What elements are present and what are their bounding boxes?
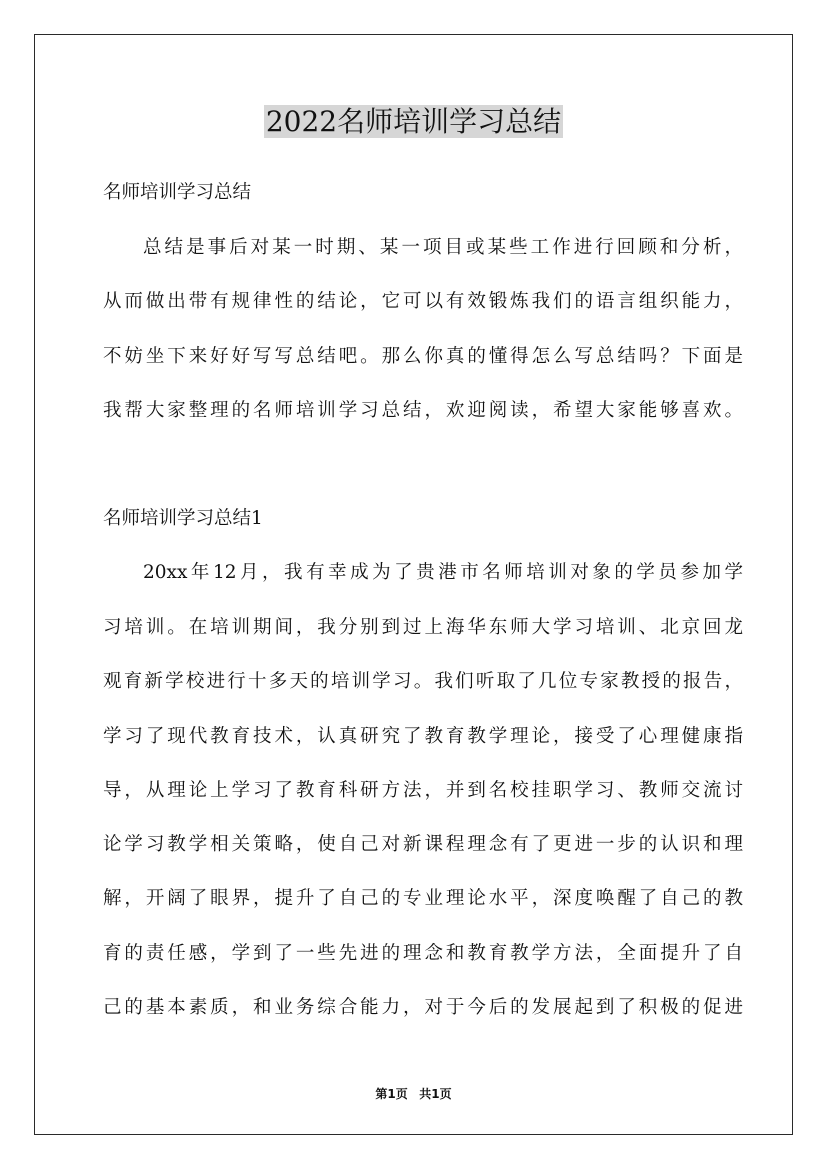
paragraph-line: 观育新学校进行十多天的培训学习。我们听取了几位专家教授的报告， bbox=[103, 671, 743, 692]
paragraph-line: 不妨坐下来好好写写总结吧。那么你真的懂得怎么写总结吗？下面是 bbox=[103, 346, 743, 367]
page-footer bbox=[0, 1086, 827, 1102]
paragraph-line: 习培训。在培训期间，我分别到过上海华东师大学习培训、北京回龙 bbox=[103, 617, 743, 638]
page-number: 第1页 bbox=[375, 1087, 408, 1101]
paragraph-line: 育的责任感，学到了一些先进的理念和教育教学方法，全面提升了自 bbox=[103, 943, 743, 964]
paragraph-line: 我帮大家整理的名师培训学习总结，欢迎阅读，希望大家能够喜欢。 bbox=[103, 400, 743, 421]
paragraph-line: 学习了现代教育技术，认真研究了教育教学理论，接受了心理健康指 bbox=[103, 726, 743, 747]
paragraph-line: 解，开阔了眼界，提升了自己的专业理论水平，深度唤醒了自己的教 bbox=[103, 888, 743, 909]
page-total: 共1页 bbox=[419, 1087, 452, 1101]
section-heading: 名师培训学习总结1 bbox=[103, 508, 263, 529]
paragraph-line: 导，从理论上学习了教育科研方法，并到名校挂职学习、教师交流讨 bbox=[103, 780, 743, 801]
document-title-text: 2022名师培训学习总结 bbox=[265, 105, 562, 138]
section-heading: 名师培训学习总结 bbox=[103, 182, 252, 203]
document-title bbox=[0, 100, 827, 144]
paragraph-line: 从而做出带有规律性的结论，它可以有效锻炼我们的语言组织能力， bbox=[103, 291, 743, 312]
paragraph-line: 论学习教学相关策略，使自己对新课程理念有了更进一步的认识和理 bbox=[103, 834, 743, 855]
paragraph-line: 己的基本素质，和业务综合能力，对于今后的发展起到了积极的促进 bbox=[103, 997, 743, 1018]
paragraph-line: 总结是事后对某一时期、某一项目或某些工作进行回顾和分析， bbox=[143, 237, 743, 258]
paragraph-line: 20xx年12月，我有幸成为了贵港市名师培训对象的学员参加学 bbox=[143, 562, 743, 583]
